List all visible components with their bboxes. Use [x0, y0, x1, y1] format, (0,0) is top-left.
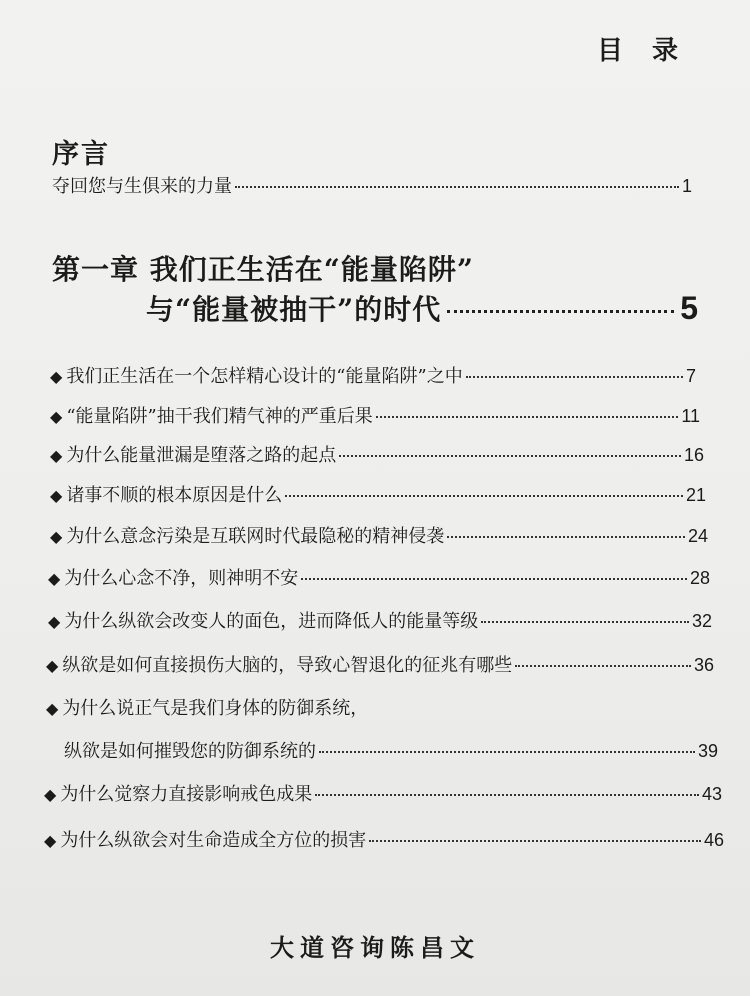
leader-dots — [481, 621, 689, 623]
toc-entry-first-line — [46, 694, 706, 720]
entry-page: 24 — [687, 526, 708, 546]
leader-dots — [466, 376, 683, 378]
diamond-bullet-icon: ◆ — [46, 656, 59, 675]
leader-dots — [301, 578, 687, 580]
diamond-bullet-icon: ◆ — [44, 785, 57, 804]
entry-page: 7 — [685, 366, 696, 386]
author-footer: 大道咨询陈昌文 — [270, 933, 480, 962]
entry-title: 为什么心念不净，则神明不安 — [64, 568, 299, 589]
entry-title: 为什么觉察力直接影响戒色成果 — [60, 784, 313, 805]
chapter-heading-line1: 第一章 我们正生活在“能量陷阱” — [52, 253, 474, 286]
entry-page: 1 — [681, 176, 692, 196]
toc-entry-preface — [52, 172, 692, 198]
leader-dots — [315, 794, 699, 796]
chapter-heading-line2 — [146, 288, 698, 328]
leader-dots — [515, 665, 691, 667]
entry-page: 39 — [697, 741, 718, 761]
entry-title: 为什么说正气是我们身体的防御系统， — [62, 698, 369, 719]
entry-page: 16 — [683, 445, 704, 465]
toc-entry — [48, 564, 710, 590]
toc-entry — [50, 522, 708, 548]
leader-dots — [447, 310, 674, 313]
diamond-bullet-icon: ◆ — [50, 407, 63, 426]
diamond-bullet-icon: ◆ — [50, 486, 63, 505]
entry-title: 为什么能量泄漏是堕落之路的起点 — [66, 445, 337, 466]
entry-title: 诸事不顺的根本原因是什么 — [66, 485, 283, 506]
diamond-bullet-icon: ◆ — [44, 831, 57, 850]
diamond-bullet-icon: ◆ — [50, 367, 63, 386]
entry-title: 为什么意念污染是互联网时代最隐秘的精神侵袭 — [66, 526, 445, 547]
chapter-page: 5 — [680, 290, 698, 326]
diamond-bullet-icon: ◆ — [48, 569, 61, 588]
entry-title: “能量陷阱”抽干我们精气神的严重后果 — [66, 406, 373, 427]
leader-dots — [447, 536, 685, 538]
leader-dots — [285, 495, 683, 497]
entry-title: 我们正生活在一个怎样精心设计的“能量陷阱”之中 — [66, 366, 463, 387]
entry-page: 11 — [681, 406, 700, 426]
leader-dots — [369, 840, 701, 842]
leader-dots — [319, 751, 695, 753]
chapter-heading-text: 与“能量被抽干”的时代 — [146, 293, 442, 326]
entry-page: 21 — [685, 485, 706, 505]
entry-title: 为什么纵欲会对生命造成全方位的损害 — [60, 830, 367, 851]
toc-entry — [50, 481, 706, 507]
entry-title-cont: 纵欲是如何摧毁您的防御系统的 — [64, 741, 316, 762]
toc-entry-continuation — [64, 737, 718, 763]
diamond-bullet-icon: ◆ — [48, 612, 61, 631]
entry-title: 纵欲是如何直接损伤大脑的，导致心智退化的征兆有哪些 — [62, 655, 513, 676]
toc-entry — [44, 826, 724, 852]
entry-page: 43 — [701, 784, 722, 804]
leader-dots — [376, 416, 679, 418]
toc-entry — [50, 402, 700, 428]
entry-page: 46 — [703, 830, 724, 850]
diamond-bullet-icon: ◆ — [50, 446, 63, 465]
preface-heading: 序言 — [52, 139, 110, 170]
leader-dots — [235, 186, 679, 188]
toc-entry — [50, 362, 696, 388]
leader-dots — [339, 455, 681, 457]
entry-page: 36 — [693, 655, 714, 675]
toc-entry — [44, 780, 722, 806]
toc-entry — [48, 607, 712, 633]
toc-entry — [46, 651, 714, 677]
entry-page: 32 — [691, 611, 712, 631]
diamond-bullet-icon: ◆ — [50, 527, 63, 546]
toc-title: 目 录 — [596, 36, 688, 66]
toc-entry — [50, 441, 704, 467]
diamond-bullet-icon: ◆ — [46, 699, 59, 718]
entry-page: 28 — [689, 568, 710, 588]
entry-title: 为什么纵欲会改变人的面色，进而降低人的能量等级 — [64, 611, 479, 632]
entry-title: 夺回您与生俱来的力量 — [52, 176, 232, 197]
